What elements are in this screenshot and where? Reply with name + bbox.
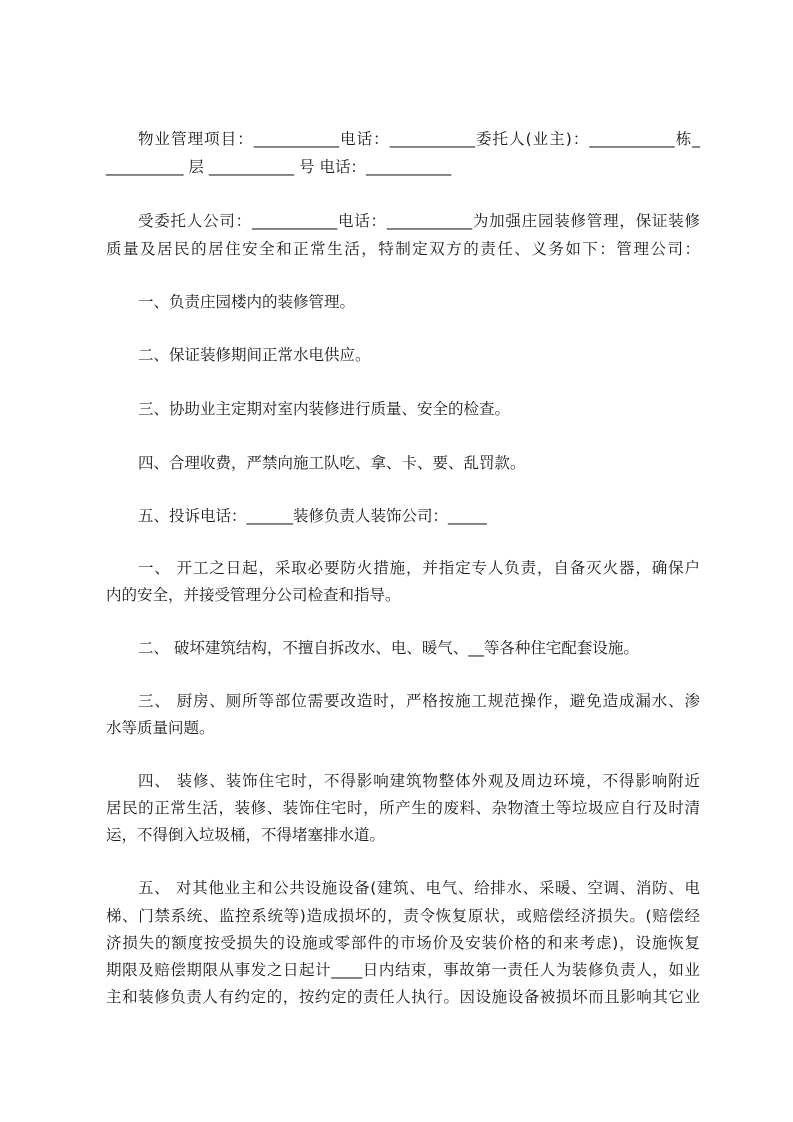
management-item-2: 二、保证装修期间正常水电供应。 <box>138 346 371 364</box>
management-item-4: 四、合理收费，严禁向施工队吃、拿、卡、要、乱罚款。 <box>138 454 526 472</box>
clause-5-line-2: 梯、门禁系统、监控系统等)造成损坏的，责令恢复原状，或赔偿经济损失。(赔偿经 <box>106 907 700 925</box>
management-item-5: 五、投诉电话：______装修负责人装饰公司：_____ <box>138 507 487 525</box>
clause-3-line-2: 水等质量问题。 <box>106 719 215 737</box>
clause-5-line-1: 五、 对其他业主和公共设施设备(建筑、电气、给排水、采暖、空调、消防、电 <box>138 879 700 897</box>
clause-5-line-3: 济损失的额度按受损失的设施或零部件的市场价及安装价格的和来考虑)，设施恢复 <box>106 934 700 952</box>
clause-1-line-1: 一、 开工之日起，采取必要防火措施，并指定专人负责，自备灭火器，确保户 <box>138 559 700 577</box>
management-item-1: 一、负责庄园楼内的装修管理。 <box>138 293 356 311</box>
clause-1-line-2: 内的安全，并接受管理分公司检查和指导。 <box>106 586 401 604</box>
clause-5-line-5: 主和装修负责人有约定的，按约定的责任人执行。因设施设备被损坏而且影响其它业 <box>106 988 700 1006</box>
intro-line-1: 受委托人公司：___________电话：___________为加强庄园装修管理，保证装修 <box>138 212 700 230</box>
intro-line-2: 质量及居民的居住安全和正常生活，特制定双方的责任、义务如下：管理公司： <box>106 240 700 258</box>
clause-4-line-1: 四、 装修、装饰住宅时，不得影响建筑物整体外观及周边环境，不得影响附近 <box>138 772 700 790</box>
clause-5-line-4: 期限及赔偿期限从事发之日起计____日内结束，事故第一责任人为装修负责人，如业 <box>106 961 700 979</box>
header-line-1: 物业管理项目：___________电话：___________委托人(业主)：___________栋_ <box>138 130 700 148</box>
clause-3-line-1: 三、 厨房、厕所等部位需要改造时，严格按施工规范操作，避免造成漏水、渗 <box>138 692 700 710</box>
clause-4-line-3: 运，不得倒入垃圾桶，不得堵塞排水道。 <box>106 826 386 844</box>
clause-4-line-2: 居民的正常生活，装修、装饰住宅时，所产生的废料、杂物渣土等垃圾应自行及时清 <box>106 799 700 817</box>
management-item-3: 三、协助业主定期对室内装修进行质量、安全的检查。 <box>138 400 511 418</box>
header-line-2: __________ 层 ___________ 号 电话：___________ <box>106 158 452 176</box>
clause-2-line-1: 二、 破坏建筑结构，不擅自拆改水、电、暖气、__等各种住宅配套设施。 <box>138 639 639 657</box>
